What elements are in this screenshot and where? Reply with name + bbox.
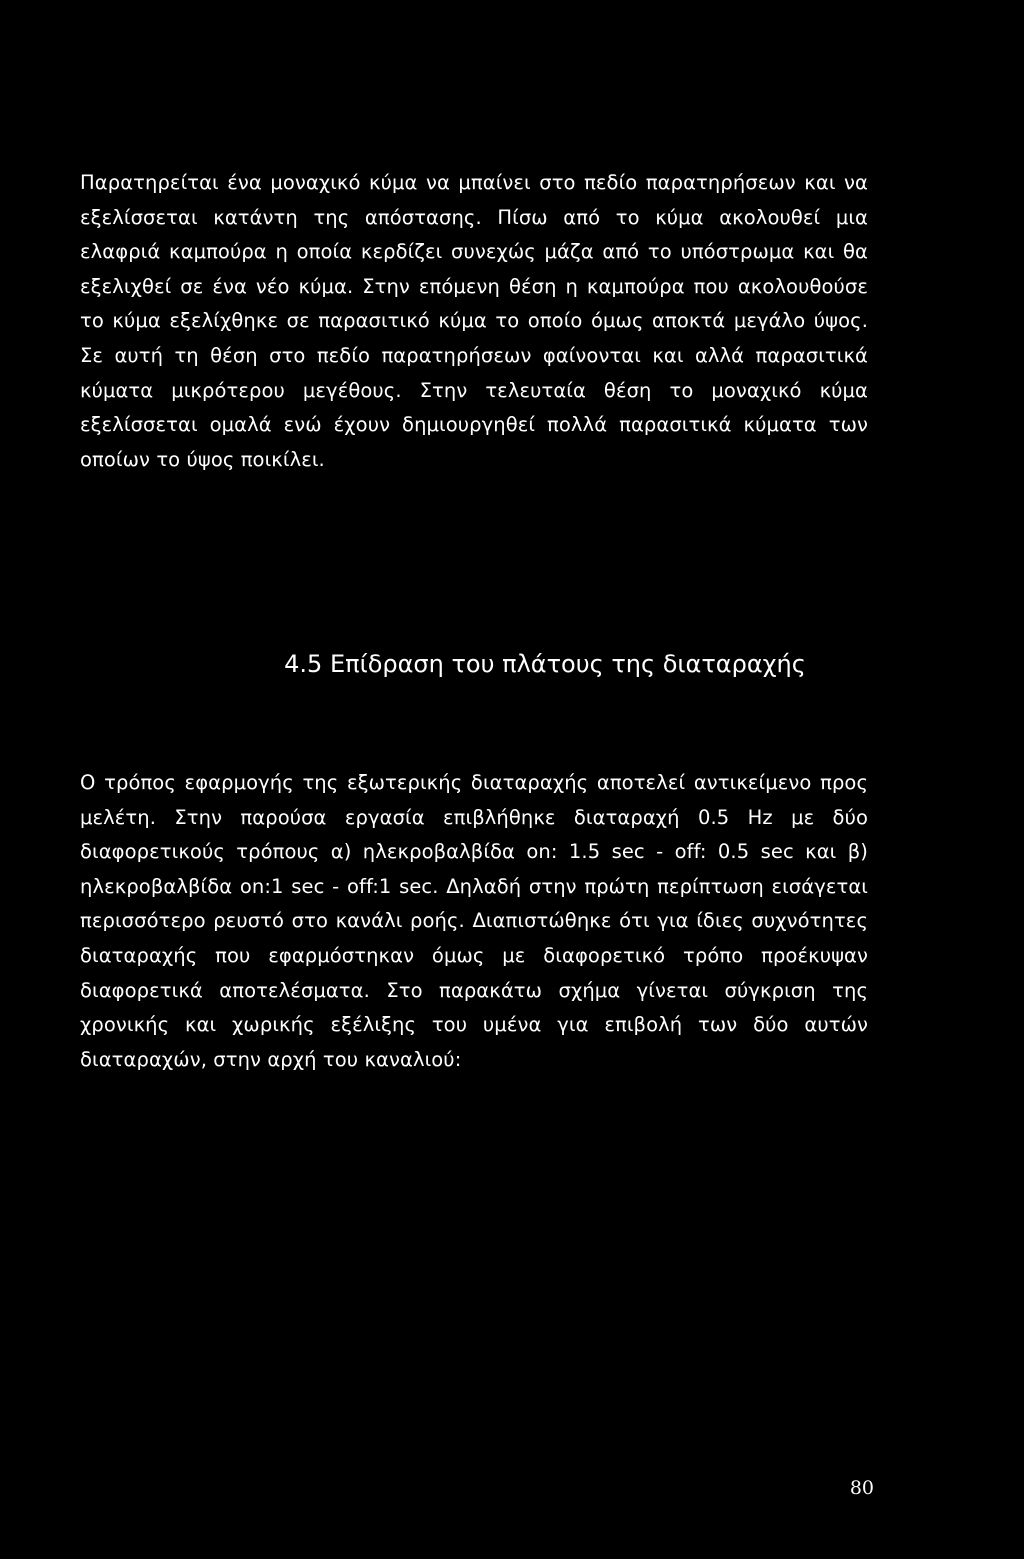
section-heading: 4.5 Επίδραση του πλάτους της διαταραχής bbox=[284, 650, 806, 678]
body-paragraph-1: Παρατηρείται ένα μοναχικό κύμα να μπαίνει στο πεδίο παρατηρήσεων και να εξελίσσεται κατάντη της απόστασης. Πίσω από το κύμα ακολουθεί μια ελαφριά καμπούρα η οποία κερδίζει συνεχώς μάζα από το υπόστρωμα και θα εξελιχθεί σε ένα νέο κύμα. Στην επόμενη θέση η καμπούρα που ακολουθούσε το κύμα εξελίχθηκε σε παρασιτικό κύμα το οποίο όμως αποκτά μεγάλο ύψος. Σε αυτή τη θέση στο πεδίο παρατηρήσεων φαίνονται και αλλά παρασιτικά κύματα μικρότερου μεγέθους. Στην τελευταία θέση το μοναχικό κύμα εξελίσσεται ομαλά ενώ έχουν δημιουργηθεί πολλά παρασιτικά κύματα των οποίων το ύψος ποικίλει. bbox=[80, 171, 868, 471]
body-paragraph-2: Ο τρόπος εφαρμογής της εξωτερικής διαταραχής αποτελεί αντικείμενο προς μελέτη. Στην παρούσα εργασία επιβλήθηκε διαταραχή 0.5 Hz με δύο διαφορετικούς τρόπους α) ηλεκροβαλβίδα on: 1.5 sec - off: 0.5 sec και β) ηλεκροβαλβίδα on:1 sec - off:1 sec. Δηλαδή στην πρώτη περίπτωση εισάγεται περισσότερο ρευστό στο κανάλι ροής. Διαπιστώθηκε ότι για ίδιες συχνότητες διαταραχής που εφαρμόστηκαν όμως με διαφορετικό τρόπο προέκυψαν διαφορετικά αποτελέσματα. Στο παρακάτω σχήμα γίνεται σύγκριση της χρονικής και χωρικής εξέλιξης του υμένα για επιβολή των δύο αυτών διαταραχών, στην αρχή του καναλιού: bbox=[80, 771, 868, 1071]
page-number: 80 bbox=[849, 1477, 874, 1499]
